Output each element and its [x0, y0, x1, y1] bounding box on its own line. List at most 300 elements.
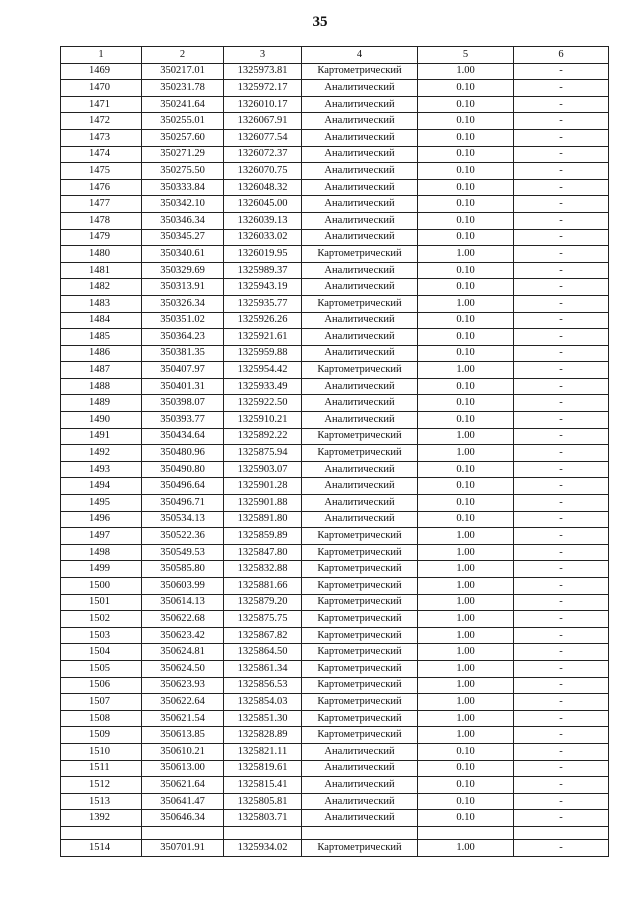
table-cell: Аналитический: [302, 478, 418, 495]
table-cell: 350624.50: [142, 660, 224, 677]
table-cell: 1325815.41: [224, 777, 302, 794]
table-cell: 350585.80: [142, 561, 224, 578]
table-row: [61, 179, 609, 196]
table-cell: 350342.10: [142, 196, 224, 213]
table-cell: 1326077.54: [224, 129, 302, 146]
table-cell: Картометрический: [302, 246, 418, 263]
table-cell: 1494: [61, 478, 142, 495]
column-header: 4: [302, 47, 418, 64]
table-cell: 1484: [61, 312, 142, 329]
table-cell: 1.00: [418, 710, 514, 727]
table-cell: -: [514, 412, 609, 429]
column-header: 2: [142, 47, 224, 64]
table-cell: 1.00: [418, 611, 514, 628]
table-cell: 350549.53: [142, 544, 224, 561]
table-cell: 1479: [61, 229, 142, 246]
table-cell: 350496.71: [142, 495, 224, 512]
table-row: [61, 793, 609, 810]
table-cell: 1481: [61, 262, 142, 279]
table-cell: 350217.01: [142, 63, 224, 80]
table-cell: 350351.02: [142, 312, 224, 329]
table-cell: 1474: [61, 146, 142, 163]
table-cell: 1325926.26: [224, 312, 302, 329]
table-cell: 350490.80: [142, 461, 224, 478]
table-cell: 350480.96: [142, 445, 224, 462]
table-cell: -: [514, 163, 609, 180]
table-cell: 350329.69: [142, 262, 224, 279]
table-cell: -: [514, 212, 609, 229]
table-cell: 1326019.95: [224, 246, 302, 263]
table-cell: Аналитический: [302, 810, 418, 827]
table-cell: 1392: [61, 810, 142, 827]
table-cell: 0.10: [418, 345, 514, 362]
table-cell: -: [514, 362, 609, 379]
table-cell: 0.10: [418, 229, 514, 246]
table-cell: 1495: [61, 495, 142, 512]
table-cell: 350333.84: [142, 179, 224, 196]
table-cell: 0.10: [418, 80, 514, 97]
table-cell: -: [514, 295, 609, 312]
table-row: [61, 295, 609, 312]
table-cell: 0.10: [418, 478, 514, 495]
table-cell: 0.10: [418, 146, 514, 163]
table-row: [61, 345, 609, 362]
table-cell: 1325875.94: [224, 445, 302, 462]
table-cell: Аналитический: [302, 412, 418, 429]
table-row: [61, 428, 609, 445]
coordinates-table: [60, 46, 609, 857]
table-cell: 1325881.66: [224, 578, 302, 595]
table-cell: 1325879.20: [224, 594, 302, 611]
table-cell: 1325867.82: [224, 627, 302, 644]
table-body: [61, 63, 609, 826]
table-cell: [418, 826, 514, 839]
table-cell: [302, 826, 418, 839]
table-row: [61, 63, 609, 80]
table-cell: -: [514, 146, 609, 163]
table-cell: 350646.34: [142, 810, 224, 827]
table-cell: 0.10: [418, 113, 514, 130]
table-cell: 1491: [61, 428, 142, 445]
table-cell: 1326067.91: [224, 113, 302, 130]
table-cell: -: [514, 495, 609, 512]
table-cell: 1488: [61, 378, 142, 395]
table-cell: 350623.42: [142, 627, 224, 644]
table-cell: 1.00: [418, 246, 514, 263]
table-cell: 1.00: [418, 295, 514, 312]
table-cell: 1478: [61, 212, 142, 229]
table-cell: 350401.31: [142, 378, 224, 395]
table-cell: -: [514, 777, 609, 794]
table-cell: -: [514, 561, 609, 578]
table-cell: 350613.00: [142, 760, 224, 777]
table-row: [61, 777, 609, 794]
table-cell: Аналитический: [302, 743, 418, 760]
column-header: 6: [514, 47, 609, 64]
table-cell: 350496.64: [142, 478, 224, 495]
table-row: [61, 578, 609, 595]
page-number: 35: [312, 14, 328, 30]
table-cell: -: [514, 312, 609, 329]
table-cell: -: [514, 627, 609, 644]
table-cell: -: [514, 345, 609, 362]
table-cell: 1512: [61, 777, 142, 794]
table-cell: 1325875.75: [224, 611, 302, 628]
table-row: [61, 196, 609, 213]
table-row: [61, 395, 609, 412]
table-cell: 350623.93: [142, 677, 224, 694]
table-cell: -: [514, 677, 609, 694]
table-cell: 0.10: [418, 777, 514, 794]
table-cell: -: [514, 179, 609, 196]
table-header-row: [61, 47, 609, 64]
table-cell: 1325922.50: [224, 395, 302, 412]
table-cell: 350345.27: [142, 229, 224, 246]
table-cell: 1326072.37: [224, 146, 302, 163]
table-row: [61, 839, 609, 856]
table-cell: 1501: [61, 594, 142, 611]
table-row: [61, 329, 609, 346]
column-header: 3: [224, 47, 302, 64]
table-cell: -: [514, 743, 609, 760]
table-cell: 1325819.61: [224, 760, 302, 777]
table-cell: 350340.61: [142, 246, 224, 263]
table-cell: 0.10: [418, 412, 514, 429]
table-cell: 1514: [61, 839, 142, 856]
table-row: [61, 644, 609, 661]
table-cell: 1498: [61, 544, 142, 561]
table-cell: Картометрический: [302, 694, 418, 711]
table-cell: Картометрический: [302, 627, 418, 644]
table-cell: 1.00: [418, 561, 514, 578]
table-body-after-gap: [61, 839, 609, 856]
table-cell: 1.00: [418, 677, 514, 694]
table-cell: 1325972.17: [224, 80, 302, 97]
table-cell: 1476: [61, 179, 142, 196]
table-cell: 1325903.07: [224, 461, 302, 478]
table-cell: 350346.34: [142, 212, 224, 229]
table-cell: 1497: [61, 528, 142, 545]
table-cell: 1325933.49: [224, 378, 302, 395]
table-cell: Картометрический: [302, 63, 418, 80]
table-cell: 1487: [61, 362, 142, 379]
table-cell: 350522.36: [142, 528, 224, 545]
table-cell: 1.00: [418, 644, 514, 661]
table-cell: 1471: [61, 96, 142, 113]
table-cell: 350271.29: [142, 146, 224, 163]
table-cell: Аналитический: [302, 345, 418, 362]
table-cell: 0.10: [418, 793, 514, 810]
table-cell: 1472: [61, 113, 142, 130]
table-cell: 350434.64: [142, 428, 224, 445]
table-row: [61, 710, 609, 727]
table-cell: -: [514, 660, 609, 677]
table-cell: 1.00: [418, 528, 514, 545]
table-cell: 350257.60: [142, 129, 224, 146]
table-row: [61, 495, 609, 512]
table-cell: 1325856.53: [224, 677, 302, 694]
table-row: [61, 660, 609, 677]
table-cell: -: [514, 594, 609, 611]
table-cell: 1325828.89: [224, 727, 302, 744]
table-cell: -: [514, 113, 609, 130]
table-cell: 1492: [61, 445, 142, 462]
table-row: [61, 694, 609, 711]
table-cell: -: [514, 839, 609, 856]
table-row: [61, 561, 609, 578]
table-cell: -: [514, 428, 609, 445]
table-cell: 1325891.80: [224, 511, 302, 528]
table-cell: 1325854.03: [224, 694, 302, 711]
table-cell: 0.10: [418, 262, 514, 279]
table-cell: 1502: [61, 611, 142, 628]
table-cell: 0.10: [418, 96, 514, 113]
column-header: 1: [61, 47, 142, 64]
table-row: [61, 611, 609, 628]
table-cell: -: [514, 96, 609, 113]
table-cell: 350398.07: [142, 395, 224, 412]
table-cell: 350393.77: [142, 412, 224, 429]
table-cell: Картометрический: [302, 578, 418, 595]
table-cell: 1507: [61, 694, 142, 711]
table-cell: -: [514, 511, 609, 528]
table-row: [61, 163, 609, 180]
table-cell: 1325832.88: [224, 561, 302, 578]
table-cell: 1.00: [418, 660, 514, 677]
table-cell: 1513: [61, 793, 142, 810]
table-cell: 1326039.13: [224, 212, 302, 229]
table-cell: 1508: [61, 710, 142, 727]
table-cell: 1325943.19: [224, 279, 302, 296]
table-cell: 1326033.02: [224, 229, 302, 246]
table-cell: 350326.34: [142, 295, 224, 312]
table-row: [61, 528, 609, 545]
table-cell: Аналитический: [302, 262, 418, 279]
table-cell: Картометрический: [302, 594, 418, 611]
table-cell: 0.10: [418, 495, 514, 512]
table-cell: -: [514, 793, 609, 810]
table-cell: 1325847.80: [224, 544, 302, 561]
table-cell: 1483: [61, 295, 142, 312]
table-cell: Аналитический: [302, 179, 418, 196]
table-cell: 1509: [61, 727, 142, 744]
table-cell: 1.00: [418, 362, 514, 379]
table-cell: 1473: [61, 129, 142, 146]
table-cell: Аналитический: [302, 760, 418, 777]
table-row: [61, 677, 609, 694]
table-cell: 1325901.88: [224, 495, 302, 512]
table-cell: [61, 826, 142, 839]
table-cell: 1.00: [418, 445, 514, 462]
table-cell: 1.00: [418, 544, 514, 561]
table-cell: -: [514, 262, 609, 279]
table-cell: Аналитический: [302, 163, 418, 180]
table-cell: 1325921.61: [224, 329, 302, 346]
table-cell: 350534.13: [142, 511, 224, 528]
table-cell: 350641.47: [142, 793, 224, 810]
table-cell: Картометрический: [302, 727, 418, 744]
table-cell: 1325803.71: [224, 810, 302, 827]
table-row: [61, 378, 609, 395]
table-cell: 1506: [61, 677, 142, 694]
table-cell: [514, 826, 609, 839]
table-cell: 1499: [61, 561, 142, 578]
table-cell: 350255.01: [142, 113, 224, 130]
table-cell: 1325954.42: [224, 362, 302, 379]
table-cell: -: [514, 246, 609, 263]
table-cell: 1325861.34: [224, 660, 302, 677]
table-cell: 350231.78: [142, 80, 224, 97]
table-cell: -: [514, 445, 609, 462]
table-cell: 0.10: [418, 329, 514, 346]
table-cell: 1326048.32: [224, 179, 302, 196]
table-cell: 350241.64: [142, 96, 224, 113]
column-header: 5: [418, 47, 514, 64]
table-cell: 1325934.02: [224, 839, 302, 856]
table-cell: -: [514, 644, 609, 661]
table-cell: -: [514, 329, 609, 346]
table-cell: 1510: [61, 743, 142, 760]
table-cell: 1325851.30: [224, 710, 302, 727]
table-row: [61, 760, 609, 777]
table-row: [61, 312, 609, 329]
table-cell: Аналитический: [302, 229, 418, 246]
table-cell: 1504: [61, 644, 142, 661]
table-cell: 1.00: [418, 694, 514, 711]
table-cell: Аналитический: [302, 129, 418, 146]
table-cell: 1489: [61, 395, 142, 412]
table-cell: Аналитический: [302, 395, 418, 412]
table-cell: 1325989.37: [224, 262, 302, 279]
table-cell: 1.00: [418, 727, 514, 744]
table-cell: [224, 826, 302, 839]
table-row: [61, 627, 609, 644]
table-cell: Картометрический: [302, 528, 418, 545]
table-cell: 1470: [61, 80, 142, 97]
table-cell: -: [514, 727, 609, 744]
table-cell: 1325901.28: [224, 478, 302, 495]
table-cell: 1325959.88: [224, 345, 302, 362]
table-cell: 0.10: [418, 196, 514, 213]
table-cell: 0.10: [418, 312, 514, 329]
table-cell: -: [514, 129, 609, 146]
table-cell: Картометрический: [302, 660, 418, 677]
table-cell: Аналитический: [302, 378, 418, 395]
table-cell: 1326010.17: [224, 96, 302, 113]
table-row: [61, 461, 609, 478]
table-cell: Картометрический: [302, 677, 418, 694]
table-cell: Аналитический: [302, 777, 418, 794]
table-cell: 350621.64: [142, 777, 224, 794]
table-cell: 350622.64: [142, 694, 224, 711]
table-cell: 350613.85: [142, 727, 224, 744]
table-row: [61, 113, 609, 130]
table-cell: 0.10: [418, 461, 514, 478]
table-row: [61, 412, 609, 429]
table-row: [61, 146, 609, 163]
table-cell: 0.10: [418, 129, 514, 146]
table-cell: 1503: [61, 627, 142, 644]
table-cell: Аналитический: [302, 312, 418, 329]
table-row: [61, 212, 609, 229]
table-cell: 1490: [61, 412, 142, 429]
table-cell: 1325821.11: [224, 743, 302, 760]
table-cell: Картометрический: [302, 544, 418, 561]
table-cell: -: [514, 694, 609, 711]
table-cell: Картометрический: [302, 611, 418, 628]
table-cell: 1485: [61, 329, 142, 346]
table-cell: -: [514, 461, 609, 478]
table-cell: 350614.13: [142, 594, 224, 611]
table-cell: 350407.97: [142, 362, 224, 379]
table-cell: Картометрический: [302, 561, 418, 578]
table-cell: 1505: [61, 660, 142, 677]
table-cell: 350621.54: [142, 710, 224, 727]
table-row: [61, 544, 609, 561]
table-cell: 0.10: [418, 378, 514, 395]
table-cell: -: [514, 710, 609, 727]
table-cell: 350603.99: [142, 578, 224, 595]
table-cell: 1325859.89: [224, 528, 302, 545]
table-cell: Аналитический: [302, 279, 418, 296]
table-row: [61, 129, 609, 146]
table-cell: 0.10: [418, 279, 514, 296]
table-cell: Картометрический: [302, 428, 418, 445]
table-cell: 1511: [61, 760, 142, 777]
table-row: [61, 96, 609, 113]
table-cell: -: [514, 478, 609, 495]
table-cell: 350622.68: [142, 611, 224, 628]
table-cell: 1325892.22: [224, 428, 302, 445]
table-cell: 350701.91: [142, 839, 224, 856]
table-cell: Аналитический: [302, 495, 418, 512]
table-cell: 1.00: [418, 594, 514, 611]
table-cell: 1326045.00: [224, 196, 302, 213]
table-cell: -: [514, 395, 609, 412]
table-row: [61, 511, 609, 528]
table-cell: -: [514, 80, 609, 97]
table-cell: Аналитический: [302, 113, 418, 130]
table-row: [61, 810, 609, 827]
table-cell: 1326070.75: [224, 163, 302, 180]
table-cell: -: [514, 760, 609, 777]
table-row: [61, 594, 609, 611]
table-cell: -: [514, 528, 609, 545]
table-row: [61, 445, 609, 462]
table-cell: 0.10: [418, 163, 514, 180]
table-cell: 1496: [61, 511, 142, 528]
table-cell: -: [514, 63, 609, 80]
table-cell: [142, 826, 224, 839]
table-row: [61, 478, 609, 495]
table-cell: 1469: [61, 63, 142, 80]
table-cell: 1500: [61, 578, 142, 595]
table-cell: 0.10: [418, 743, 514, 760]
table-cell: Аналитический: [302, 146, 418, 163]
table-cell: Аналитический: [302, 329, 418, 346]
table-cell: 350313.91: [142, 279, 224, 296]
table-cell: 1.00: [418, 63, 514, 80]
table-cell: 1475: [61, 163, 142, 180]
table-row: [61, 743, 609, 760]
table-cell: -: [514, 229, 609, 246]
table-cell: 350364.23: [142, 329, 224, 346]
table-cell: 1325864.50: [224, 644, 302, 661]
table-cell: Картометрический: [302, 644, 418, 661]
table-cell: 1.00: [418, 627, 514, 644]
table-cell: 1325935.77: [224, 295, 302, 312]
table-cell: -: [514, 196, 609, 213]
